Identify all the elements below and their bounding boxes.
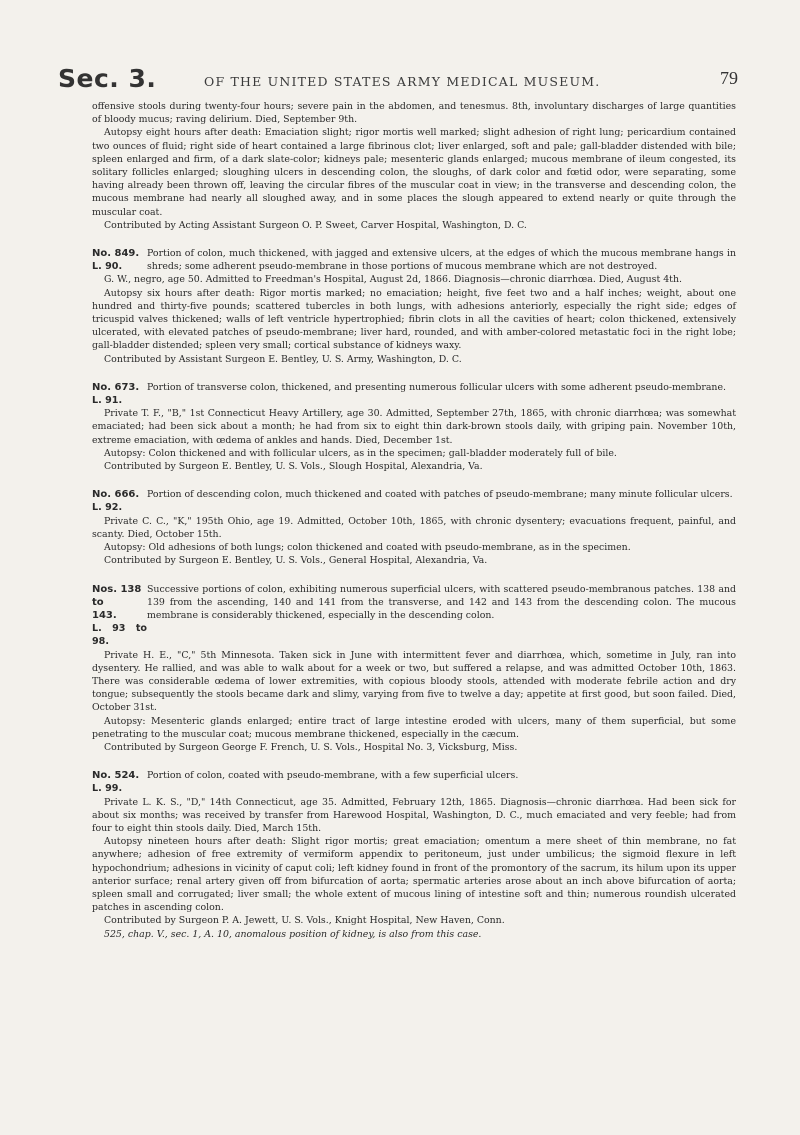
contributor-text: Contributed by Surgeon E. Bentley, U. S. Vols., Slough Hospital, Alexandria, Va.	[104, 461, 483, 473]
specimen-number: Nos. 138	[92, 583, 142, 595]
intro-contributor: Contributed by Acting Assistant Surgeon O. P. Sweet, Carver Hospital, Washington, D. C.	[104, 219, 527, 231]
case-history: G. W., negro, age 50. Admitted to Freedman's Hospital, August 2d, 1866. Diagnosis—chronic diarrhœa. Died, August 4th.	[104, 274, 682, 286]
document-body	[92, 100, 736, 941]
specimen-description: Successive portions of colon, exhibiting numerous superficial ulcers, with scattered pseudo-membranous patches. 138 and 139 from the ascending, 140 and 141 from the transverse, and 142 and 143 from the descending colon. The mucous membrane is considerably thickened, especially in the descending colon.	[147, 583, 736, 621]
entry-labels	[92, 381, 147, 407]
intro-autopsy: Autopsy eight hours after death: Emaciation slight; rigor mortis well marked; slight adhesion of right lung; pericardium contained two ounces of fluid; right side of heart contained a large fibrinous clot; liver enlarged, soft and pale; gall-bladder distended with bile; spleen enlarged and firm, of a dark slate-color; kidneys pale; mesenteric glands enlarged; mucous membrane of ileum congested, its solitary follicles enlarged; sloughing ulcers in descending colon, the sloughs, of dark color and fœtid odor, were separating, some having already been thrown off, leaving the circular fibres of the muscular coat in view; in the transverse and descending colon, the mucous membrane had nearly all sloughed away, and in some places the slough appeared to extend nearly or quite through the muscular coat.	[92, 127, 736, 218]
specimen-entry	[92, 769, 736, 941]
specimen-number: No. 849.	[92, 248, 140, 260]
specimen-entry	[92, 247, 736, 366]
specimen-number-to: to	[92, 596, 104, 608]
catalogue-number: L. 91.	[92, 395, 123, 407]
autopsy-text: Autopsy six hours after death: Rigor mortis marked; no emaciation; height, five feet two and a half inches; weight, about one hundred and thirty-five pounds; scattered tubercles in both lungs, with adhesions anteriorly, especially the right side; edges of tricuspid valves thickened; walls of left ventricle hypertrophied; fibrin clots in all the cavities of heart; colon thickened, extensively ulcerated, with elevated patches of pseudo-membrane; liver hard, rounded, and with amber-colored metastatic foci in the right lobe; gall-bladder distended; spleen very small; cortical substance of kidneys waxy.	[92, 287, 736, 352]
entry-labels	[92, 769, 147, 795]
intro-paragraph: offensive stools during twenty-four hours; severe pain in the abdomen, and tenesmus. 8th, involuntary discharges of large quantities of bloody mucus; raving delirium. Died, September 9th.	[92, 101, 736, 126]
page-number: 79	[720, 68, 738, 88]
catalogue-number: L. 92.	[92, 502, 123, 514]
catalogue-number: L. 99.	[92, 783, 123, 795]
page-header	[58, 64, 738, 94]
specimen-description: Portion of colon, coated with pseudo-membrane, with a few superficial ulcers.	[147, 770, 519, 782]
specimen-entry	[92, 381, 736, 473]
autopsy-text: Autopsy: Old adhesions of both lungs; colon thickened and coated with pseudo-membrane, as in the specimen.	[104, 542, 631, 554]
entry-labels	[92, 247, 147, 273]
autopsy-text: Autopsy: Mesenteric glands enlarged; entire tract of large intestine eroded with ulcers, many of them superficial, but some penetrating to the muscular coat; mucous membrane thickened, especially in the cæcum.	[92, 715, 736, 740]
specimen-entry	[92, 583, 736, 755]
autopsy-text: Autopsy nineteen hours after death: Slight rigor mortis; great emaciation; omentum a mere sheet of thin membrane, no fat anywhere; adhesion of free extremity of vermiform appendix to peritoneum, just under umbilicus; the sigmoid flexure in left hypochondrium; adhesions in vicinity of caput coli; left kidney found in front of the promontory of the sacrum, its hilum upon its upper anterior surface; renal artery given off from bifurcation of aorta; spermatic arteries arose about an inch above bifurcation of aorta; spleen small and corrugated; liver small; the whole extent of mucous lining of intestine soft and thin; numerous roundish ulcerated patches in ascending colon.	[92, 836, 736, 914]
specimen-number-end: 143.	[92, 609, 117, 621]
entry-head	[92, 381, 736, 407]
specimen-number: No. 524.	[92, 770, 140, 782]
case-history: Private H. E., "C," 5th Minnesota. Taken sick in June with intermittent fever and diarrhœa, which, sometime in July, ran into dysentery. He rallied, and was able to walk about for a week or two, but suffered a relapse, and was admitted October 10th, 1863. There was considerable œdema of lower extremities, with copious bloody stools, attended with moderate febrile action and dry tongue; subsequently the stools became dark and slimy, varying from five to twelve a day; appetite at first good, but soon failed. Died, October 31st.	[92, 649, 736, 714]
entry-labels	[92, 488, 147, 514]
contributor-text: Contributed by Assistant Surgeon E. Bentley, U. S. Army, Washington, D. C.	[104, 353, 462, 365]
entry-head	[92, 247, 736, 273]
catalogue-number: L. 90.	[92, 261, 123, 273]
case-history: Private C. C., "K," 195th Ohio, age 19. Admitted, October 10th, 1865, with chronic dysentery; evacuations frequent, painful, and scanty. Died, October 15th.	[92, 515, 736, 540]
contributor-text: Contributed by Surgeon P. A. Jewett, U. S. Vols., Knight Hospital, New Haven, Conn.	[104, 915, 505, 927]
autopsy-text: Autopsy: Colon thickened and with follicular ulcers, as in the specimen; gall-bladder moderately full of bile.	[104, 447, 617, 459]
specimen-description: Portion of descending colon, much thickened and coated with patches of pseudo-membrane; many minute follicular ulcers.	[147, 489, 733, 501]
entry-head	[92, 769, 736, 795]
cross-reference: 525, chap. V., sec. 1, A. 10, anomalous position of kidney, is also from this case.	[104, 928, 482, 940]
catalogue-number: L. 93 to 98.	[92, 623, 147, 648]
case-history: Private L. K. S., "D," 14th Connecticut, age 35. Admitted, February 12th, 1865. Diagnosis—chronic diarrhœa. Had been sick for about six months; was received by transfer from Harewood Hospital, Washington, D. C., much emaciated and very feeble; had from four to eight thin stools daily. Died, March 15th.	[92, 796, 736, 834]
specimen-description: Portion of transverse colon, thickened, and presenting numerous follicular ulcers with some adherent pseudo-membrane.	[147, 381, 726, 393]
contributor-text: Contributed by Surgeon E. Bentley, U. S. Vols., General Hospital, Alexandria, Va.	[104, 555, 488, 567]
contributor-text: Contributed by Surgeon George F. French, U. S. Vols., Hospital No. 3, Vicksburg, Miss.	[104, 741, 518, 753]
entry-head	[92, 583, 736, 649]
section-label: Sec. 3.	[58, 64, 157, 93]
running-title: OF THE UNITED STATES ARMY MEDICAL MUSEUM.	[204, 74, 601, 89]
specimen-number: No. 673.	[92, 381, 140, 393]
specimen-entry	[92, 488, 736, 567]
specimen-description: Portion of colon, much thickened, with jagged and extensive ulcers, at the edges of which the mucous membrane hangs in shreds; some adherent pseudo-membrane in those portions of mucous membrane which are not destroyed.	[147, 248, 736, 273]
entry-head	[92, 488, 736, 514]
entry-labels	[92, 583, 147, 649]
specimen-number: No. 666.	[92, 489, 140, 501]
case-history: Private T. F., "B," 1st Connecticut Heavy Artillery, age 30. Admitted, September 27th, 1865, with chronic diarrhœa; was somewhat emaciated; had been sick about a month; he had from six to eight thin dark-brown stools daily, with griping pain. November 10th, extreme emaciation, with œdema of ankles and hands. Died, December 1st.	[92, 408, 736, 446]
